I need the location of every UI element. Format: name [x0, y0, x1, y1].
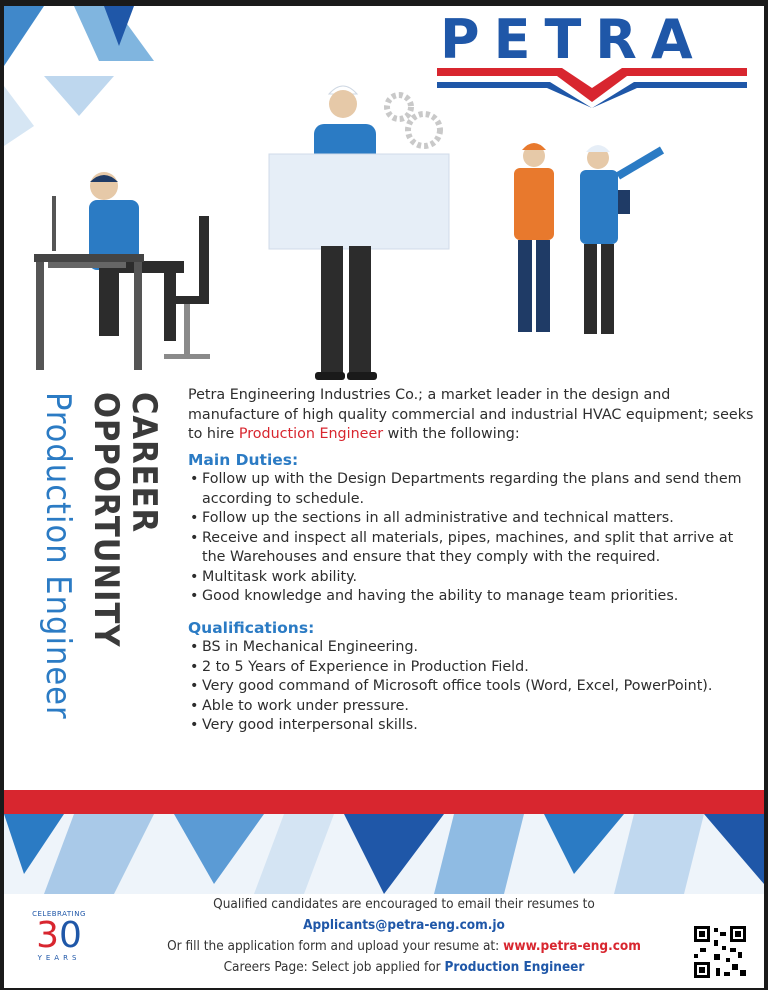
list-item: • Receive and inspect all materials, pipes, machines, and split that arrive at the Warehouses and ensure that they comply with the required.	[188, 529, 758, 568]
list-item: • Able to work under pressure.	[188, 697, 758, 717]
application-instructions	[124, 894, 684, 978]
illustration-two-workers	[492, 136, 672, 341]
footer-role: Production Engineer	[444, 959, 585, 975]
list-item: • Multitask work ability.	[188, 568, 758, 588]
heading-opportunity: OPPORTUNITY	[86, 392, 126, 648]
intro-text: Petra Engineering Industries Co.; a market leader in the design and manufacture of high quality commercial and industrial HVAC equipment; seeks to hire	[188, 387, 754, 442]
badge-digit-3: 3	[36, 915, 59, 956]
badge-top-text: CELEBRATING	[32, 910, 86, 918]
list-item: • Good knowledge and having the ability to manage team priorities.	[188, 587, 758, 607]
intro-paragraph	[188, 386, 758, 445]
intro-text-end: with the following:	[383, 426, 520, 442]
email-link[interactable]: Applicants@petra-eng.com.jo	[303, 917, 505, 933]
decorative-triangles	[4, 6, 174, 146]
job-description	[188, 386, 758, 736]
gear-sketch	[364, 72, 454, 162]
list-item: • Very good interpersonal skills.	[188, 716, 758, 736]
footer-line-4	[124, 957, 684, 978]
list-item: • Follow up with the Design Departments regarding the plans and send them according to schedule.	[188, 470, 758, 509]
job-ad-page	[4, 6, 764, 988]
intro-role: Production Engineer	[238, 426, 384, 442]
logo-wordmark: PETRA	[440, 8, 707, 71]
footer-line-1: Qualified candidates are encouraged to email their resumes to	[213, 896, 595, 912]
qr-code[interactable]	[692, 924, 748, 980]
website-link[interactable]: www.petra-eng.com	[503, 938, 641, 954]
badge-number	[24, 915, 94, 956]
anniversary-badge	[24, 910, 94, 984]
list-item: • BS in Mechanical Engineering.	[188, 638, 758, 658]
list-item: • Very good command of Microsoft office tools (Word, Excel, PowerPoint).	[188, 677, 758, 697]
footer-line-3-text: Or fill the application form and upload your resume at:	[167, 938, 504, 954]
list-item: • Follow up the sections in all administrative and technical matters.	[188, 509, 758, 529]
badge-bottom-text: YEARS	[37, 954, 81, 962]
badge-digit-0: 0	[59, 915, 82, 956]
heading-job-title: Production Engineer	[38, 392, 78, 720]
petra-logo	[432, 8, 752, 108]
decorative-shard-band	[4, 814, 764, 894]
footer-line-3	[124, 936, 684, 957]
duties-title: Main Duties:	[188, 450, 299, 469]
qualifications-title: Qualifications:	[188, 618, 315, 637]
list-item: • 2 to 5 Years of Experience in Production Field.	[188, 658, 758, 678]
qualifications-list	[188, 638, 758, 736]
red-divider	[4, 790, 764, 814]
footer-line-4-text: Careers Page: Select job applied for	[223, 959, 445, 975]
heading-career: CAREER	[124, 392, 164, 534]
duties-list	[188, 470, 758, 607]
logo-chevron	[432, 58, 752, 108]
illustration-desk-engineer	[34, 156, 234, 371]
